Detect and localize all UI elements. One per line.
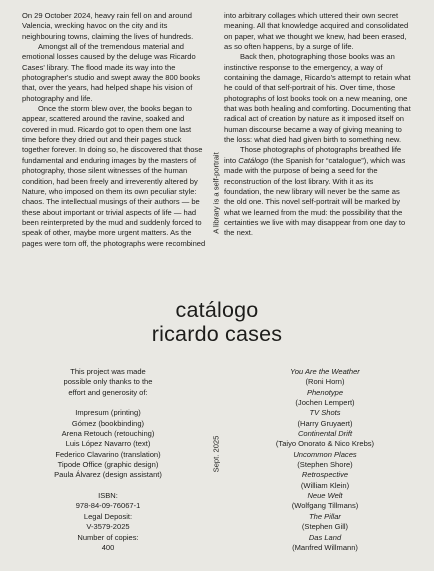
essay-text: Those photographs of photographs breathed life into [224, 145, 402, 165]
essay-paragraph: into arbitrary collages which uttered their own secret meaning. All that knowledge acquired and consolidated on paper, what we thought we knew, had been erased, as so often happens, by a surge of life. [224, 11, 409, 52]
work-title: Phenotype [306, 387, 344, 397]
work-title: Das Land [308, 532, 342, 542]
credit-item: Luis López Navarro (text) [65, 439, 151, 449]
isbn-label: ISBN: [98, 491, 118, 501]
work-author: (Stephen Shore) [297, 460, 353, 470]
essay-paragraph: On 29 October 2024, heavy rain fell on and around Valencia, wrecking havoc on the city and its neighbouring towns, claiming the lives of hundreds. [22, 11, 194, 41]
work-title: You Are the Weather [290, 367, 360, 376]
work-title: Continental Drift [297, 429, 353, 439]
work-author: (Taiyo Onorato & Nico Krebs) [275, 439, 375, 449]
essay-text: (the Spanish for “catalogue”), which was made with the purpose of being a seed for the reconstruction of the lost library. With it as its foundation, the new library will never be the same as the old one. This novel self-portrait will be marked by what we learned from the mud: the possibility that the certainties we live with may disappear from one day to the next. [224, 155, 406, 238]
essay-paragraph: Amongst all of the tremendous material and emotional losses caused by the deluge was Ricardo Cases' library. The flood made its way into the photographer's studio and swept away the 800 books that, over the years, had helped shape his vision of photography and life. [22, 42, 201, 103]
copies-value: 400 [101, 542, 115, 552]
essay-paragraph [224, 145, 412, 238]
work-author: (Manfred Willmann) [292, 542, 358, 552]
work-author: (Harry Gruyaert) [297, 418, 353, 428]
work-author: (Roni Horn) [305, 377, 345, 387]
work-title: The Pillar [309, 511, 341, 521]
work-title: Uncommon Places [293, 449, 357, 459]
work-author: (Stephen Gill) [301, 522, 349, 532]
title-line-1: catálogo [175, 298, 259, 322]
thanks-line: effort and generosity of: [68, 387, 148, 397]
work-author: (Jochen Lempert) [295, 398, 355, 408]
vertical-note: A library is a self-portrait [211, 152, 221, 234]
essay-left-column [22, 11, 206, 249]
credit-item: Arena Retouch (retouching) [61, 429, 155, 439]
credit-item: Federico Clavarino (translation) [55, 449, 161, 459]
isbn-value: 978-84-09-76067-1 [75, 501, 141, 511]
credit-item: Gómez (bookbinding) [71, 418, 145, 428]
essay-paragraph: Back then, photographing those books was an instinctive response to the emergency, a way of containing the damage, Ricardo's attempt to retain what he could of that self-portrait of his. Over time, those photographs of lost books took on a new meaning, one that was both healing and comforting. Documenting that radical act of creation by nature as it imposed itself on human discourse became a way of giving meaning to the loss: what died had given birth to something new. [224, 52, 411, 145]
thanks-line: This project was made [70, 367, 146, 376]
credit-item: Paula Álvarez (design assistant) [54, 470, 162, 480]
credit-item: Tipode Office (graphic design) [57, 460, 159, 470]
credits-column [0, 367, 216, 553]
essay-right-column [224, 11, 412, 239]
works-list [216, 367, 434, 553]
work-title: TV Shots [309, 408, 341, 418]
book-title-italic: Catálogo [238, 155, 269, 165]
credit-item: Impresum (printing) [75, 408, 141, 418]
date-vertical: Sept. 2025 [211, 435, 221, 473]
thanks-line: possible only thanks to the [63, 377, 153, 387]
work-title: Neue Welt [307, 491, 343, 501]
work-author: (William Klein) [300, 480, 350, 490]
title-line-2: ricardo cases [151, 322, 283, 346]
legal-deposit-label: Legal Deposit: [83, 511, 133, 521]
legal-deposit-value: V-3579-2025 [86, 522, 130, 532]
essay-paragraph: Once the storm blew over, the books began to appear, scattered around the ravine, soaked and covered in mud. Ricardo got to open them one last time before they dried out and their pages stuck together forever. In doing so, he discovered that those fundamental and enduring images by the masters of photography, those silent witnesses of the human condition, had been freely and irreverently altered by Nature, who imposed on them its own peculiar style: chaos. The intellectual musings of their authors — be these about important or trivial aspects of life — had been reinterpreted by the mud and suddenly forced to speak of other, maybe more urgent matters. As the pages were torn off, the photographs were recombined [22, 104, 206, 248]
work-title: Retrospective [301, 470, 349, 480]
book-title [0, 298, 434, 346]
work-author: (Wolfgang Tillmans) [291, 501, 359, 511]
copies-label: Number of copies: [77, 532, 139, 542]
